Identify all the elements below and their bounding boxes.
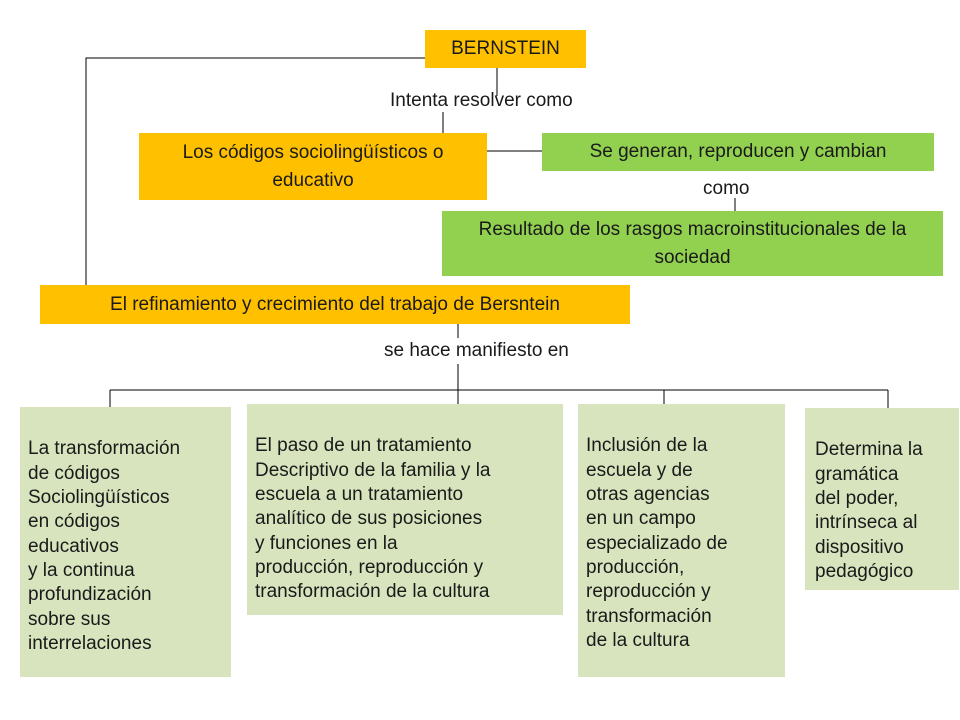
- leaf-transformation: [20, 407, 231, 677]
- leaf-transformation-text: La transformación de códigos Sociolingüísticos en códigos educativos y la continua profundización sobre sus interrelaciones: [28, 438, 181, 654]
- node-refinement: [40, 285, 630, 324]
- node-result-label: Resultado de los rasgos macroinstitucionales de la sociedad: [478, 218, 907, 268]
- label-attempt: Intenta resolver como: [390, 90, 573, 111]
- node-codes-label: Los códigos sociolingüísticos o educativo: [182, 141, 444, 191]
- leaf-grammar: [805, 408, 959, 590]
- root-node-bernstein: [425, 30, 586, 68]
- root-node-label: BERNSTEIN: [451, 38, 560, 59]
- node-result: [442, 211, 943, 276]
- leaf-treatment-text: El paso de un tratamiento Descriptivo de la familia y la escuela a un tratamiento analítico de sus posiciones y funciones en la producción, reproducción y transformación de la cultura: [255, 435, 491, 603]
- leaf-inclusion: [578, 404, 785, 677]
- leaf-inclusion-text: Inclusión de la escuela y de otras agencias en un campo especializado de producción, reproducción y transformación de la cultura: [586, 435, 728, 651]
- label-manifest: se hace manifiesto en: [384, 340, 569, 361]
- node-codes: [139, 133, 487, 200]
- leaf-grammar-text: Determina la gramática del poder, intrínseca al dispositivo pedagógico: [815, 439, 923, 582]
- node-generated: [542, 133, 934, 171]
- label-como: como: [703, 178, 750, 199]
- leaf-treatment: [247, 404, 563, 615]
- node-generated-label: Se generan, reproducen y cambian: [589, 141, 887, 162]
- node-refinement-label: El refinamiento y crecimiento del trabajo de Bersntein: [110, 293, 560, 315]
